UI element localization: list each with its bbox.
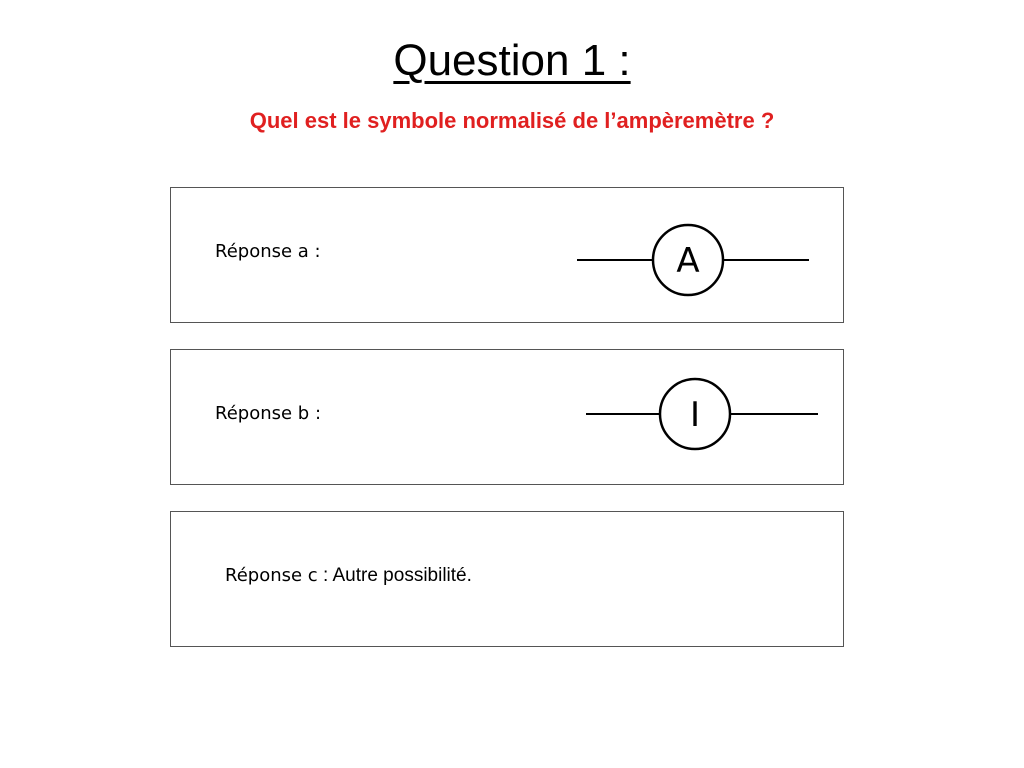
answer-b-label: Réponse b : (215, 403, 322, 424)
answer-c-prefix: Réponse c (225, 565, 318, 586)
answer-c-label (225, 565, 472, 587)
ammeter-symbol-letter: A (676, 241, 700, 281)
answer-a-box[interactable] (170, 187, 844, 323)
answer-c-text: : Autre possibilité. (317, 565, 472, 586)
question-text: Quel est le symbole normalisé de l’ampèremètre ? (249, 108, 775, 133)
answer-c-box[interactable] (170, 511, 844, 647)
circle-i-symbol-icon (584, 374, 820, 454)
ammeter-symbol-icon (575, 220, 811, 300)
answer-a-label: Réponse a : (215, 241, 321, 262)
circle-i-symbol-letter: I (689, 395, 701, 435)
answer-b-box[interactable] (170, 349, 844, 485)
slide-title: Question 1 : (393, 36, 631, 85)
